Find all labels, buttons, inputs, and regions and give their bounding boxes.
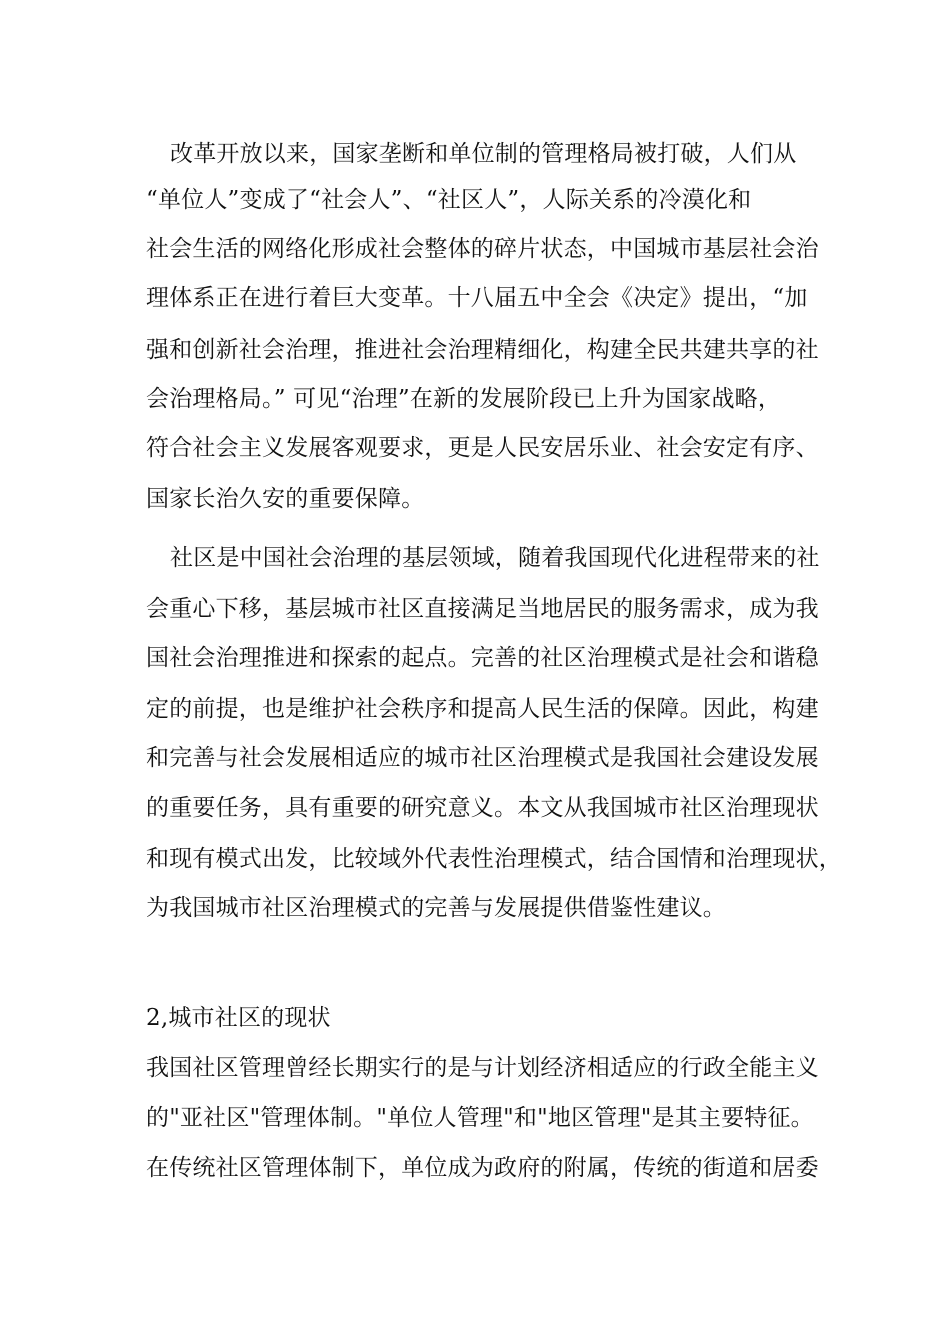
paragraph-2-line-3: 国社会治理推进和探索的起点。完善的社区治理模式是社会和谐稳 (146, 645, 819, 671)
paragraph-1-line-5: 强和创新社会治理，推进社会治理精细化，构建全民共建共享的社 (146, 337, 819, 363)
paragraph-2-line-7: 和现有模式出发，比较域外代表性治理模式，结合国情和治理现状， (146, 846, 842, 872)
paragraph-2-line-2: 会重心下移，基层城市社区直接满足当地居民的服务需求，成为我 (146, 596, 819, 622)
paragraph-1-line-2: “单位人”变成了“社会人”、“社区人”，人际关系的冷漠化和 (146, 187, 752, 213)
paragraph-2-line-5: 和完善与社会发展相适应的城市社区治理模式是我国社会建设发展 (146, 745, 819, 771)
paragraph-1-line-3: 社会生活的网络化形成社会整体的碎片状态，中国城市基层社会治 (146, 236, 819, 262)
paragraph-2-line-4: 定的前提，也是维护社会秩序和提高人民生活的保障。因此，构建 (146, 696, 819, 722)
paragraph-2-line-1: 社区是中国社会治理的基层领域，随着我国现代化进程带来的社 (170, 545, 820, 571)
section-heading: 2,城市社区的现状 (146, 1005, 331, 1031)
paragraph-3-line-3: 在传统社区管理体制下，单位成为政府的附属，传统的街道和居委 (146, 1155, 819, 1181)
paragraph-1-line-8: 国家长治久安的重要保障。 (146, 486, 425, 512)
paragraph-1-line-7: 符合社会主义发展客观要求，更是人民安居乐业、社会安定有序、 (146, 435, 819, 461)
paragraph-1-line-6: 会治理格局。” 可见“治理”在新的发展阶段已上升为国家战略， (146, 386, 782, 412)
paragraph-3-line-1: 我国社区管理曾经长期实行的是与计划经济相适应的行政全能主义 (146, 1055, 819, 1081)
paragraph-3-line-2: 的"亚社区"管理体制。"单位人管理"和"地区管理"是其主要特征。 (146, 1105, 814, 1131)
paragraph-2-line-6: 的重要任务，具有重要的研究意义。本文从我国城市社区治理现状 (146, 795, 819, 821)
paragraph-1-line-1: 改革开放以来，国家垄断和单位制的管理格局被打破，人们从 (170, 141, 797, 167)
paragraph-1-line-4: 理体系正在进行着巨大变革。十八届五中全会《决定》提出，“加 (146, 285, 808, 311)
paragraph-2-line-8: 为我国城市社区治理模式的完善与发展提供借鉴性建议。 (146, 895, 726, 921)
